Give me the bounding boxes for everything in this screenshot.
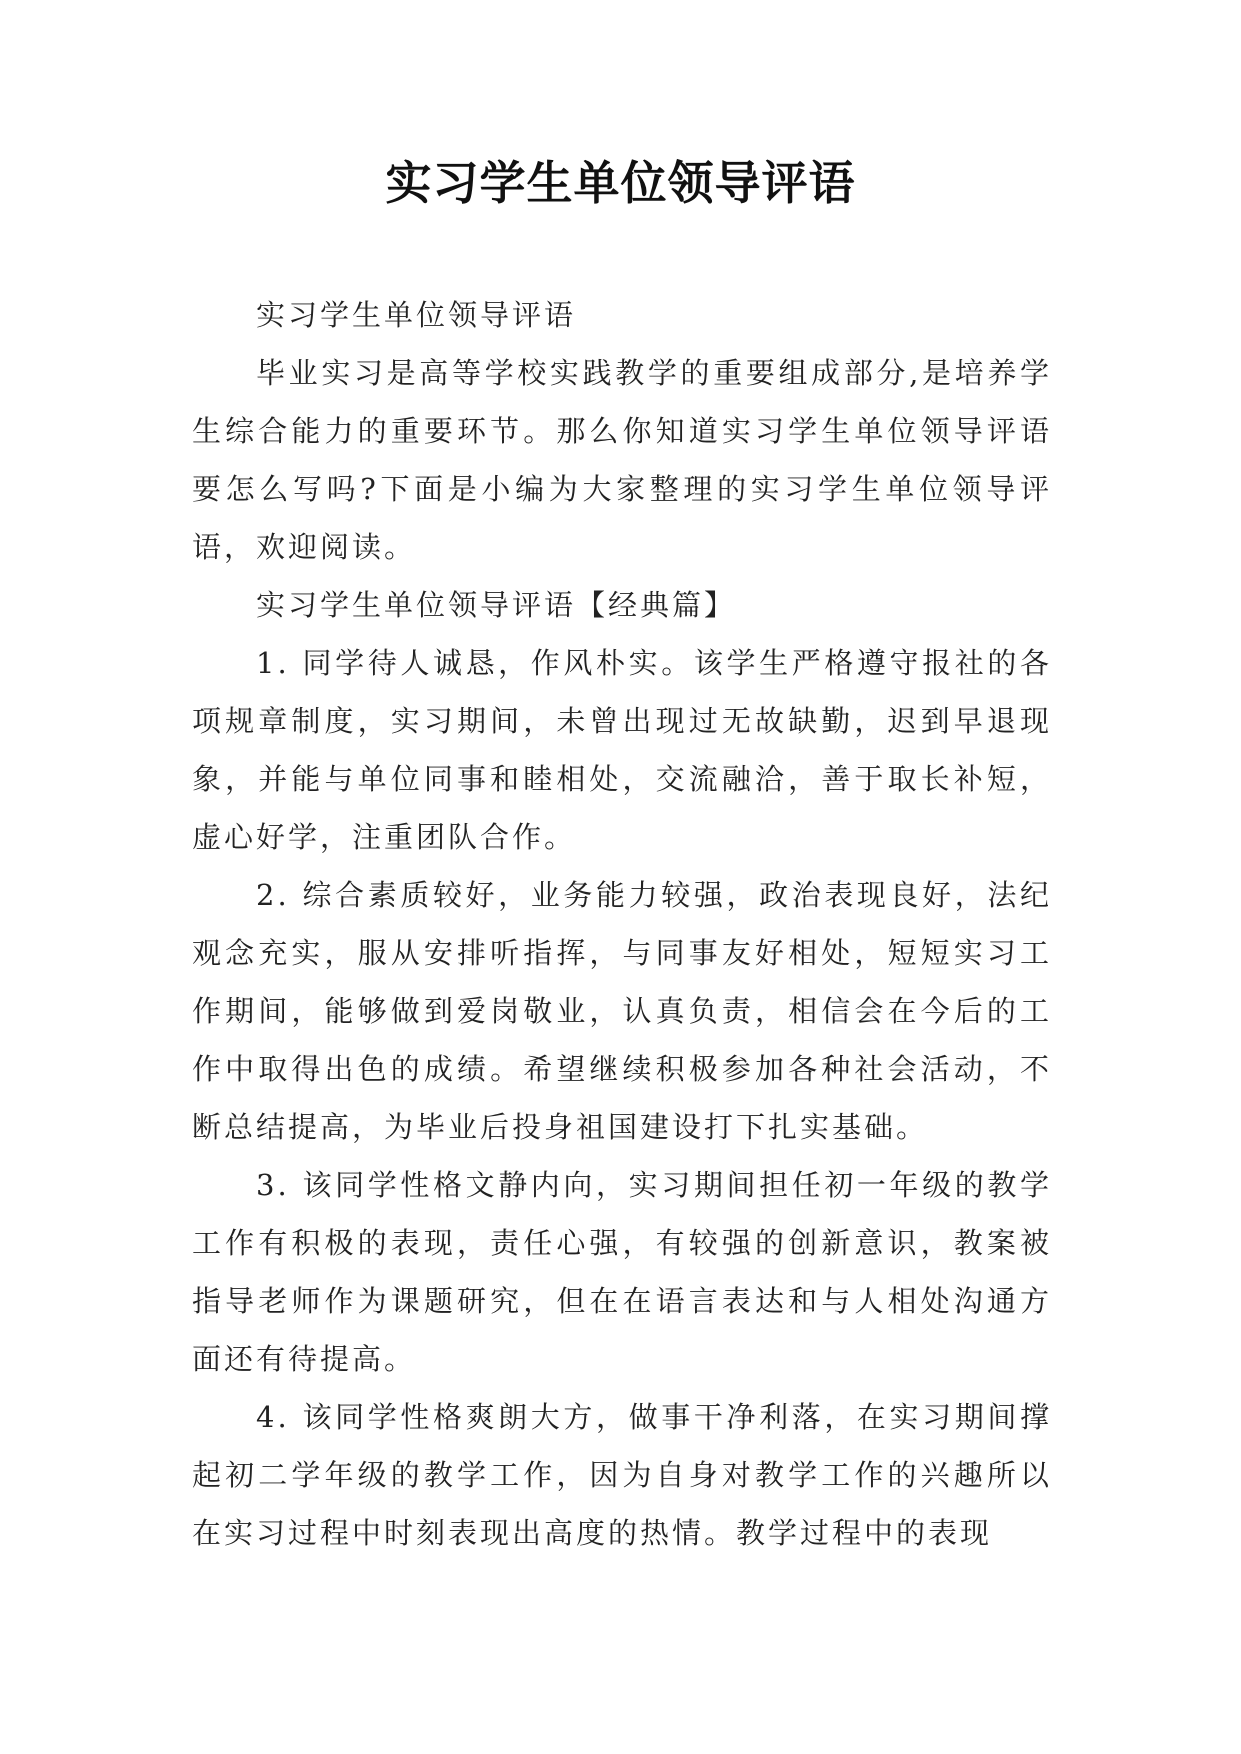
paragraph-item-2: 2. 综合素质较好，业务能力较强，政治表现良好，法纪观念充实，服从安排听指挥，与同事友好相处，短短实习工作期间，能够做到爱岗敬业，认真负责，相信会在今后的工作中取得出色的成绩。希望继续积极参加各种社会活动，不断总结提高，为毕业后投身祖国建设打下扎实基础。 <box>192 878 1052 1144</box>
document-body <box>192 286 1052 1562</box>
paragraph-item-3: 3. 该同学性格文静内向，实习期间担任初一年级的教学工作有积极的表现，责任心强，有较强的创新意识，教案被指导老师作为课题研究，但在在语言表达和与人相处沟通方面还有待提高。 <box>192 1168 1052 1376</box>
document-title: 实习学生单位领导评语 <box>385 156 856 210</box>
paragraph-heading: 实习学生单位领导评语 <box>256 298 577 332</box>
paragraph-item-4: 4. 该同学性格爽朗大方，做事干净利落，在实习期间撑起初二学年级的教学工作，因为自身对教学工作的兴趣所以在实习过程中时刻表现出高度的热情。教学过程中的表现 <box>192 1400 1052 1550</box>
paragraph-intro: 毕业实习是高等学校实践教学的重要组成部分,是培养学生综合能力的重要环节。那么你知道实习学生单位领导评语要怎么写吗?下面是小编为大家整理的实习学生单位领导评语，欢迎阅读。 <box>192 356 1052 564</box>
paragraph-item-1: 1. 同学待人诚恳，作风朴实。该学生严格遵守报社的各项规章制度，实习期间，未曾出现过无故缺勤，迟到早退现象，并能与单位同事和睦相处，交流融洽，善于取长补短，虚心好学，注重团队合作。 <box>192 646 1052 854</box>
paragraph-section-heading: 实习学生单位领导评语【经典篇】 <box>256 588 737 622</box>
